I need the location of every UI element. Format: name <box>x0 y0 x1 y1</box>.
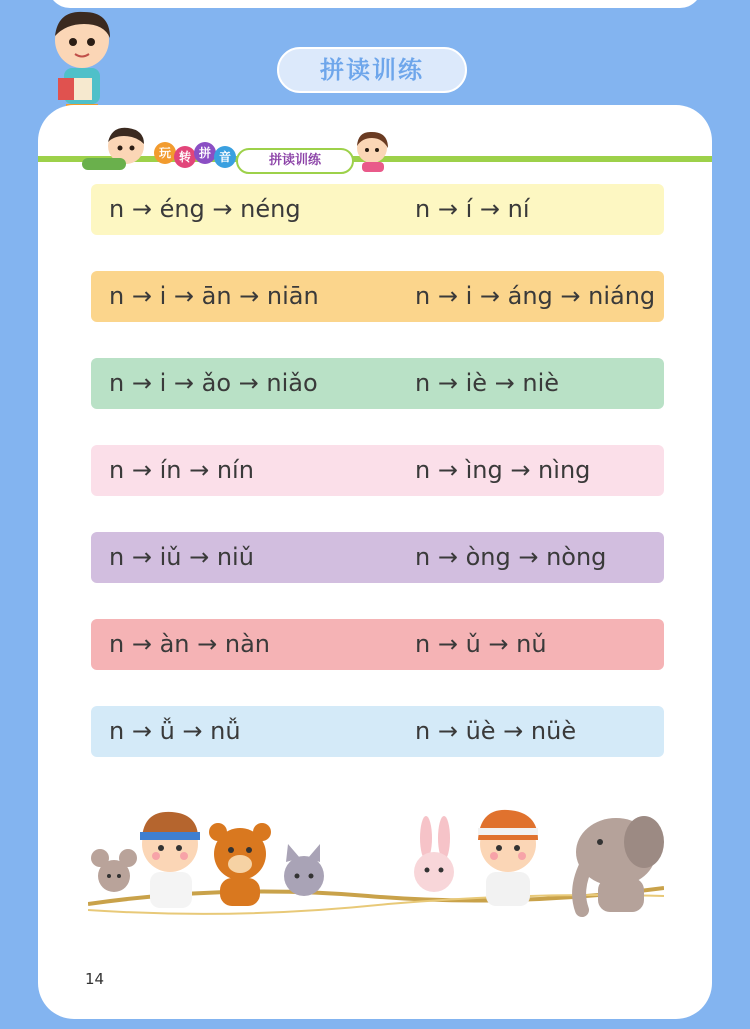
pinyin-right: n → í → ní <box>415 195 530 223</box>
brand-char: 玩 <box>154 142 176 164</box>
page-number: 14 <box>85 970 105 988</box>
pinyin-row <box>91 445 664 496</box>
section-tab: 拼读训练 <box>236 148 354 174</box>
pinyin-left: n → i → ǎo → niǎo <box>109 369 318 397</box>
pinyin-left: n → i → ān → niān <box>109 282 319 310</box>
pinyin-row <box>91 706 664 757</box>
pinyin-row <box>91 619 664 670</box>
pinyin-right: n → ìng → nìng <box>415 456 591 484</box>
pinyin-left: n → ǚ → nǚ <box>109 717 241 745</box>
pinyin-left: n → iǔ → niǔ <box>109 543 254 571</box>
pinyin-right: n → iè → niè <box>415 369 560 397</box>
pinyin-row <box>91 532 664 583</box>
pinyin-row <box>91 271 664 322</box>
tug-of-war-illustration <box>88 792 664 932</box>
brand-char: 音 <box>214 146 236 168</box>
page-title: 拼读训练 <box>277 47 467 93</box>
pinyin-left: n → ín → nín <box>109 456 254 484</box>
girl-illustration <box>350 128 398 174</box>
pinyin-right: n → i → áng → niáng <box>415 282 656 310</box>
brand-char: 拼 <box>194 142 216 164</box>
pinyin-row <box>91 184 664 235</box>
brand-char: 转 <box>174 146 196 168</box>
pinyin-left: n → éng → néng <box>109 195 301 223</box>
pinyin-right: n → ǔ → nǔ <box>415 630 547 658</box>
brand-logo <box>150 142 240 176</box>
pinyin-right: n → üè → nüè <box>415 717 577 745</box>
pinyin-left: n → àn → nàn <box>109 630 270 658</box>
pinyin-right: n → òng → nòng <box>415 543 607 571</box>
pinyin-row <box>91 358 664 409</box>
lying-boy-illustration <box>78 124 158 174</box>
top-card-edge <box>48 0 702 8</box>
